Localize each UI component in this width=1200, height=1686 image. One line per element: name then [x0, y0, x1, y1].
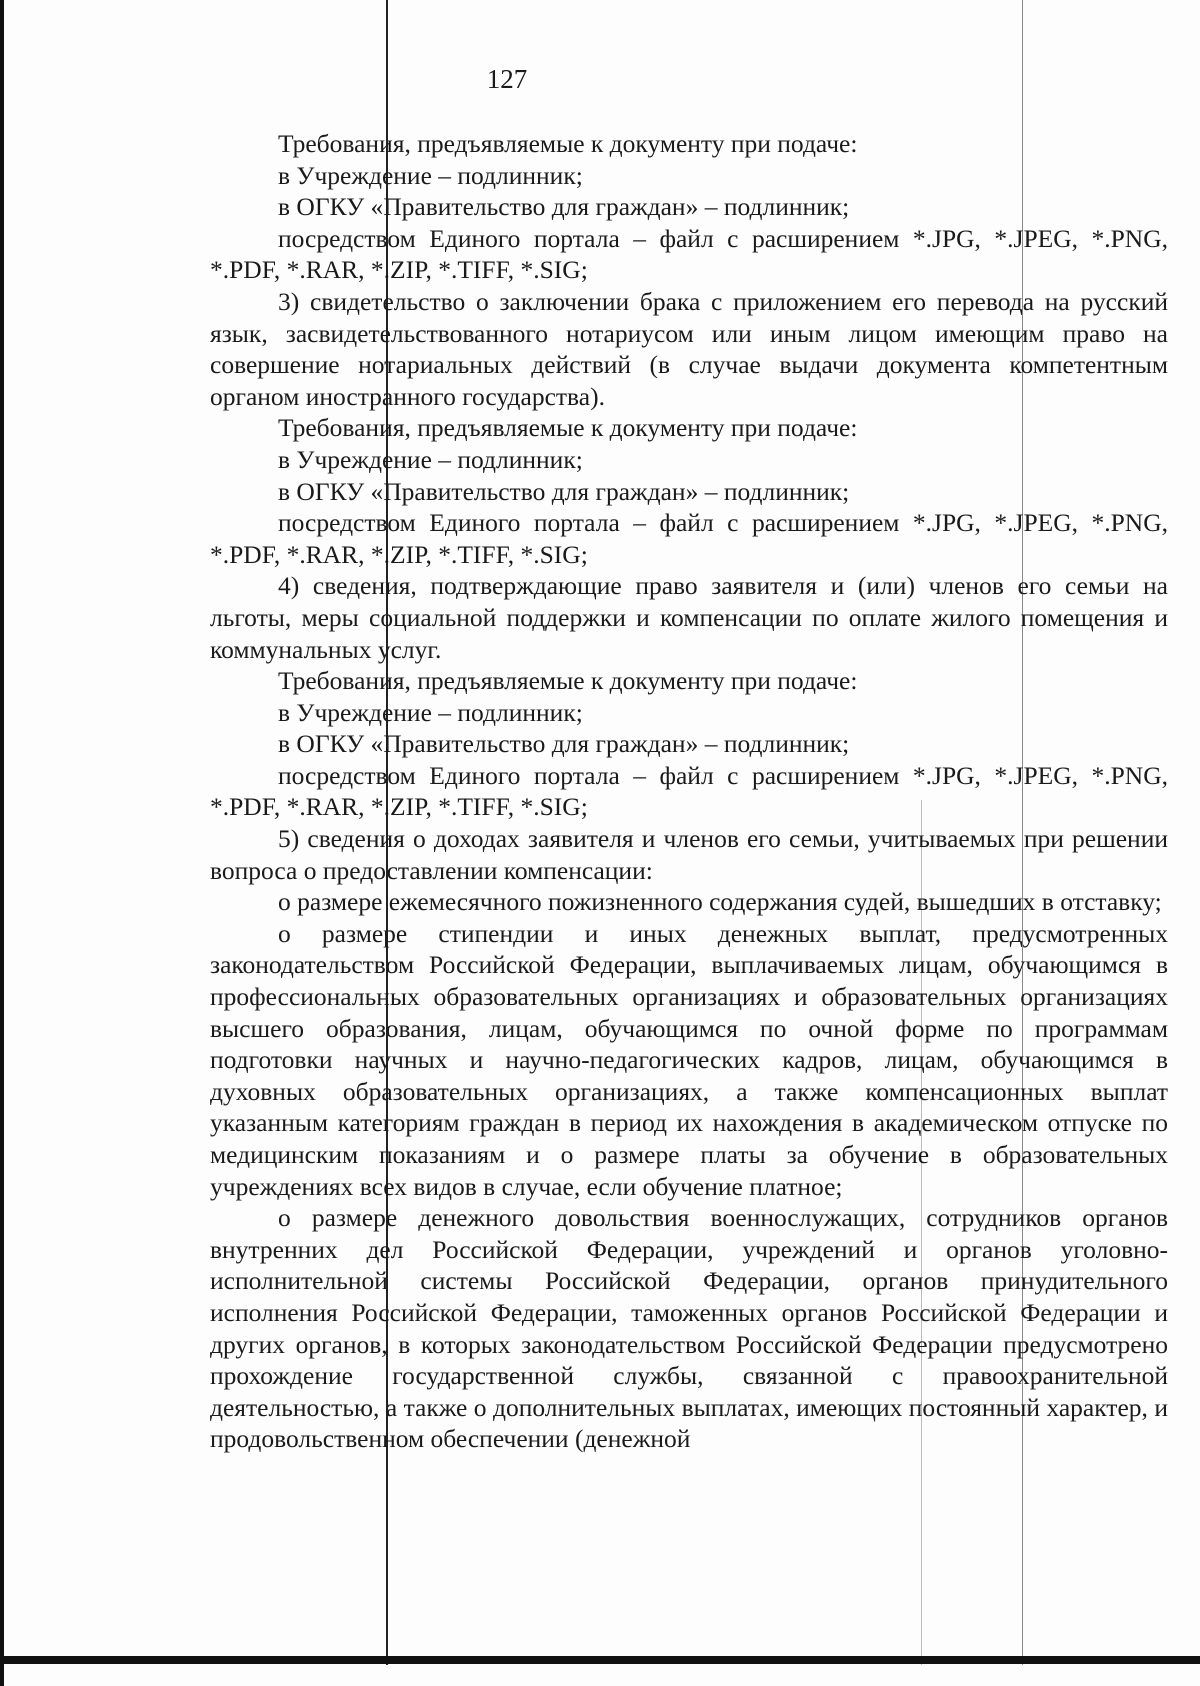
paragraph: посредством Единого портала – файл с расширением *.JPG, *.JPEG, *.PNG, *.PDF, *.RAR, *.ZIP, *.TIFF, *.SIG;	[210, 223, 1168, 285]
paragraph: 4) сведения, подтверждающие право заявителя и (или) членов его семьи на льготы, меры социальной поддержки и компенсации по оплате жилого помещения и коммунальных услуг.	[210, 571, 1168, 664]
paragraph: о размере стипендии и иных денежных выплат, предусмотренных законодательством Российской Федерации, выплачиваемых лицам, обучающимся в профессиональных образовательных организациях и образовательных организациях высшего образования, лицам, обучающимся по очной форме по программам подготовки научных и научно-педагогических кадров, лицам, обучающимся в духовных образовательных организациях, а также компенсационных выплат указанным категориям граждан в период их нахождения в академическом отпуске по медицинским показаниям и о размере платы за обучение в образовательных учреждениях всех видов в случае, если обучение платное;	[210, 918, 1168, 1201]
paragraph: в Учреждение – подлинник;	[278, 160, 583, 190]
paragraph: посредством Единого портала – файл с расширением *.JPG, *.JPEG, *.PNG, *.PDF, *.RAR, *.ZIP, *.TIFF, *.SIG;	[210, 760, 1168, 822]
paragraph: в Учреждение – подлинник;	[278, 697, 583, 727]
document-body	[210, 128, 1168, 1455]
paragraph: 3) свидетельство о заключении брака с приложением его перевода на русский язык, засвидетельствованного нотариусом или иным лицом имеющим право на совершение нотариальных действий (в случае выдачи документа компетентным органом иностранного государства).	[210, 286, 1168, 411]
paragraph: 5) сведения о доходах заявителя и членов его семьи, учитываемых при решении вопроса о предоставлении компенсации:	[210, 824, 1168, 885]
scan-bottom-bar	[0, 1656, 1200, 1664]
paragraph: о размере денежного довольствия военнослужащих, сотрудников органов внутренних дел Российской Федерации, учреждений и органов уголовно-исполнительной системы Российской Федерации, органов принудительного исполнения Российской Федерации, таможенных органов Российской Федерации и других органов, в которых законодательством Российской Федерации предусмотрено прохождение государственной службы, связанной с правоохранительной деятельностью, а также о дополнительных выплатах, имеющих постоянный характер, и продовольственном обеспечении (денежной	[210, 1203, 1168, 1454]
paragraph: в ОГКУ «Правительство для граждан» – подлинник;	[278, 476, 850, 506]
scan-left-edge	[0, 0, 4, 1686]
paragraph: Требования, предъявляемые к документу при подаче:	[278, 413, 858, 443]
paragraph: в ОГКУ «Правительство для граждан» – подлинник;	[278, 729, 850, 759]
paragraph: Требования, предъявляемые к документу при подаче:	[278, 129, 858, 158]
paragraph: в ОГКУ «Правительство для граждан» – подлинник;	[278, 192, 850, 222]
paragraph: о размере ежемесячного пожизненного содержания судей, вышедших в отставку;	[278, 887, 1162, 917]
paragraph: Требования, предъявляемые к документу при подаче:	[278, 666, 858, 696]
paragraph: посредством Единого портала – файл с расширением *.JPG, *.JPEG, *.PNG, *.PDF, *.RAR, *.ZIP, *.TIFF, *.SIG;	[210, 508, 1168, 569]
page-number: 127	[486, 64, 528, 94]
paragraph: в Учреждение – подлинник;	[278, 444, 583, 474]
